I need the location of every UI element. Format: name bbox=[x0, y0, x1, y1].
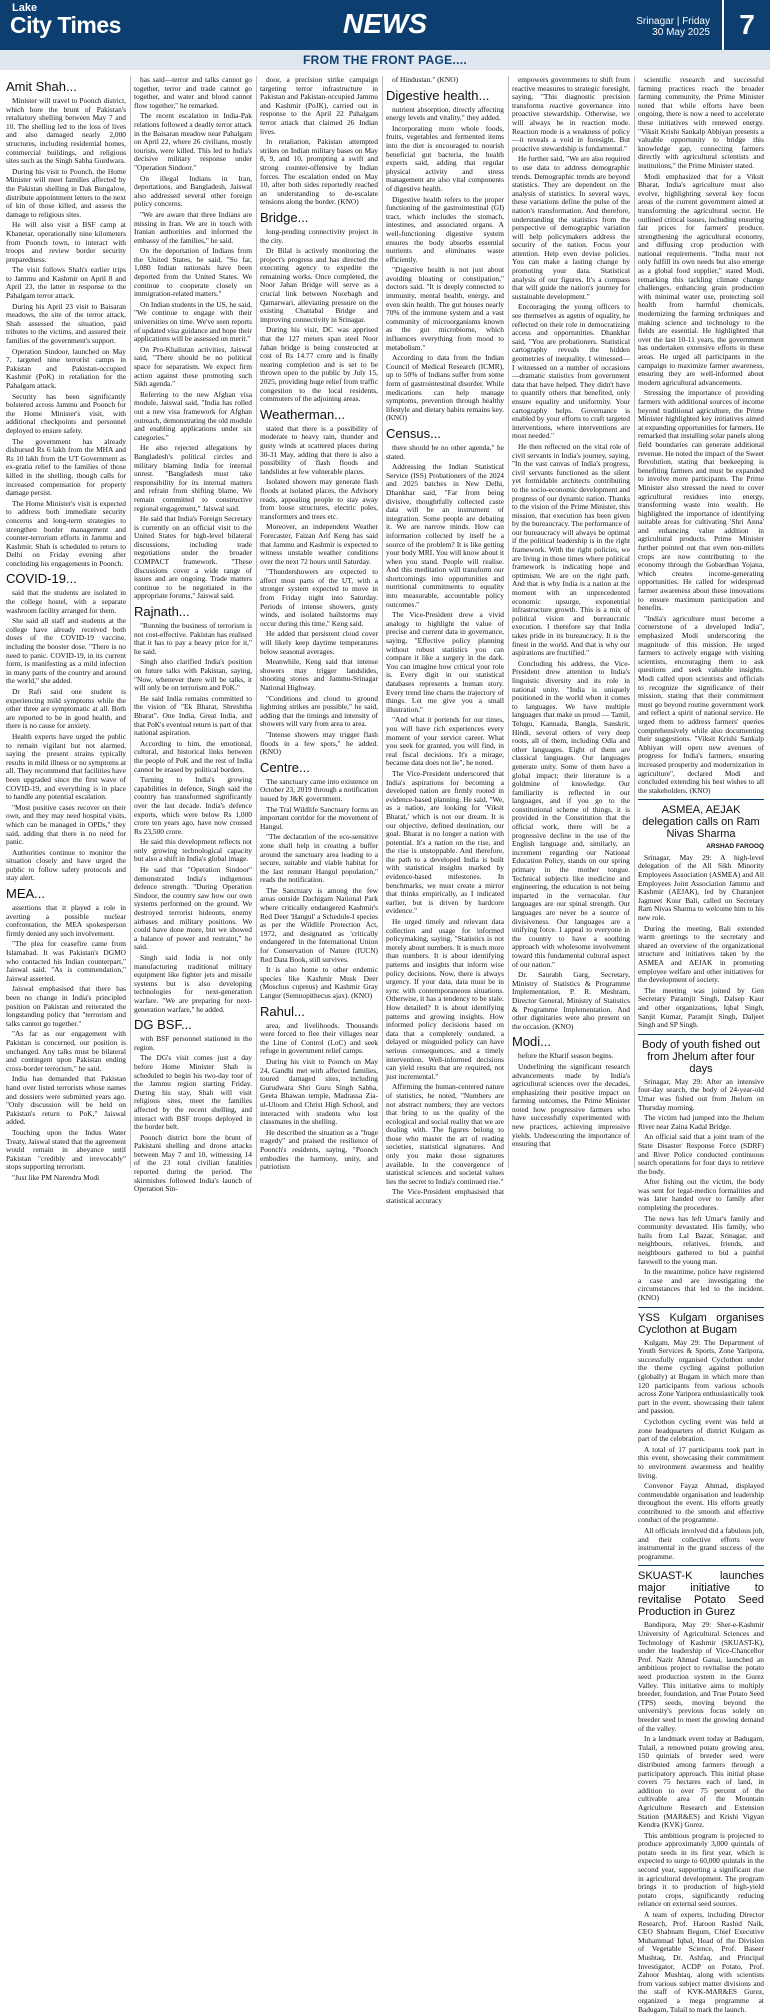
paragraph: During his visit to Poonch on May 24, Gandhi met with affected families, toured damaged sites, including Gurudwara Shri Guru Singh Sabha, Geeta Bhawan temple, Madrassa Zia-ul-Uloom and Christ High School, and interacted with students who lost classmates in the shelling. bbox=[260, 1056, 378, 1127]
paragraph: "As far as our engagement with Pakistan is concerned, our position is unchanged. Any talks must be bilateral and contingent upon Pakistan ending cross-border terrorism," he said. bbox=[6, 1029, 126, 1073]
paragraph: Cyclothon cycling event was held at zone headquarters of district Kulgam as part of the celebration. bbox=[638, 1416, 764, 1444]
paragraph: He urged timely and relevant data collection and usage for informed policymaking, saying, "Statistics is not merely about numbers. It is much more than numbers. It is about identifying patterns and insights that inform wise policy decisions. Now, there is always urgency. If your data, data must be in sync with contemporaneous situations. Otherwise, it has a tendency to be stale. How detailed? It is about identifying patterns and growing insights. How informed policy decisions based on data that a completely outdated, a delayed or misguided policy can have serious consequences, and a timely intervention. Well-informed decisions can yield results that are required, not just incremental." bbox=[386, 917, 504, 1081]
paragraph: has said—terror and talks cannot go together, terror and trade cannot go together, and water and blood cannot flow together," he remarked. bbox=[134, 75, 252, 110]
paragraph: before the Kharif season begins. bbox=[518, 1051, 614, 1061]
paragraph: He said India remains committed to the vision of "Ek Bharat, Shreshtha Bharat". One India, Great India, and that PoK's eventual return is part of that national aspiration. bbox=[134, 693, 252, 738]
story-divider bbox=[638, 1307, 764, 1308]
paragraph: He said that "Operation Sindoor" demonstrated India's indigenous defence strength. "During Operation Sindoor, the country saw how our own systems performed on the ground. We destroyed terrorist hideouts, enemy airbases and military positions. We could have done more, but we showed a balance of power and restraint," he said. bbox=[134, 865, 252, 952]
byline: ARSHAD FAROOQ bbox=[706, 843, 764, 851]
story-divider bbox=[638, 1565, 764, 1566]
paragraph: During his visit, DC was apprised that the 127 meters span steel Noor Jahan bridge is being constructed at cost of Rs 14.77 crore and is finally nearing completion and is set to be thrown open to the public by July 15, 2025, providing huge relief from traffic congestion to the local residents, commuters of the adjoining areas. bbox=[260, 325, 378, 404]
paragraph: The visit follows Shah's earlier trips to Jammu and Kashmir on April 8 and April 23, the latter in response to the Pahalgam terror attack. bbox=[6, 265, 126, 301]
paragraph: He said this development reflects not only growing technological capacity but also a shift in India's global image. bbox=[134, 837, 252, 864]
paragraph: Dr Bilal is actively monitoring the project's progress and has directed the executing agency to expedite the remaining works. Once completed, the Noor Jahan Bridge will serve as a crucial link between Noorbagh and Qamarwari, alleviating pressure on the existing Chattabal Bridge and improving connectivity in Srinagar. bbox=[260, 246, 378, 324]
paragraph: A team of experts, including Director Research, Prof. Haroon Rashid Naik, CEO Shabnam Begum, Chief Executive Muhammad Iqbal, Head of the Division of Vegetable Science, Prof. Baseer Mushtaq, Dr. Ashfaq, and Principal Investigator, ACDP on Potato, Prof. Zahoor Mushtaq, along with scientists from various subject matter divisions and the staff of KVK-MAR&ES Gurez, organized a mega programme at Badugam, Tulail to mark the launch. bbox=[638, 1910, 764, 2014]
paragraph: "The declaration of the eco-sensitive zone shall help in creating a buffer around the sanctuary area leading to a secure, suitable and viable habitat for the last remnant Hangul population," reads the notification. bbox=[260, 832, 378, 885]
column-3 bbox=[260, 75, 378, 1172]
paragraph: Dr. Saurabh Garg, Secretary, Ministry of Statistics & Programme Implementation, P. R. Meshram, Director General, Ministry of Statistics & Programme Implementation. And other dignitaries were also present on the occasion. (KNO) bbox=[512, 970, 630, 1031]
paragraph: The government has already disbursed Rs 6 lakh from the MHA and Rs 10 lakh from the UT Government as ex-gratia relief to the families of those killed in the shelling, though calls for increased compensation for property damage persist. bbox=[6, 436, 126, 498]
paragraph: Dr Rafi said one student is experiencing mild symptoms while the other three are symptomatic at all. Both are reported to be in good health, and there is no cause for anxiety. bbox=[6, 687, 126, 731]
story-divider bbox=[638, 799, 764, 800]
column-6 bbox=[638, 75, 765, 2014]
paragraph: Turning to India's growing capabilities in defence, Singh said the country has transformed significantly over the last decade. India's defence exports, which were below Rs 1,000 crore ten years ago, have now crossed Rs 23,500 crore. bbox=[134, 775, 252, 836]
section-strap: FROM THE FRONT PAGE.... bbox=[0, 50, 770, 70]
paragraph: She said all staff and students at the college have already received both doses of the COVID-19 vaccine, including the booster dose. "There is no need to panic. COVID-19, in its current form, is manifesting as a mild infection in many parts of the country and around the world," she added. bbox=[6, 616, 126, 686]
masthead bbox=[0, 0, 770, 50]
paragraph: long-pending connectivity project in the city. bbox=[260, 226, 378, 245]
story-divider bbox=[638, 1034, 764, 1035]
article-heading: Census... bbox=[386, 425, 441, 441]
paragraph: On the deportation of Indians from the United States, he said, "So far, 1,080 Indian nationals have been deported from the United States. We continue to cooperate closely on immigration-related matters." bbox=[134, 246, 252, 299]
paragraph: The victim had jumped into the Jhelum River near Zaina Kadal Bridge. bbox=[638, 1113, 764, 1131]
paragraph: Singh also clarified India's position on future talks with Pakistan, saying, "Now, whenever there will be talks, it will only be on terrorism and PoK." bbox=[134, 657, 252, 693]
paragraph: According to data from the Indian Council of Medical Research (ICMR), up to 50% of Indians suffer from some form of gastrointestinal disorder. While medications can help manage symptoms, prevention through healthy lifestyle and dietary habits remains key. (KNO) bbox=[386, 353, 504, 423]
paragraph: According to him, the emotional, cultural, and historical links between the people of PoK and the rest of India cannot be erased by political borders. bbox=[134, 738, 252, 774]
paragraph: After fishing out the victim, the body was sent for legal-medico formalities and was later handed over to family after completing the procedures. bbox=[638, 1177, 764, 1213]
paragraph: Authorities continue to monitor the situation closely and have urged the public to follow safety protocols and stay alert. bbox=[6, 847, 126, 883]
paragraph: The Vice-President emphasised that statistical accuracy bbox=[386, 1187, 504, 1206]
paragraph: Addressing the Indian Statistical Service (ISS) Probationers of the 2024 and 2025 batches in New Delhi, Dhankhar said, "Far from being divisive, thoughtfully collected caste data will be an instrument of integration. Some people are debating it. We are narrow minds. How can information collected by itself be a source of the problem? It is like getting your body MRI. You will know about it when you stand. People will realise. And this meditation will transform our shortcomings into opportunities and nutritional commitments to equality into measurable, accountable policy outcomes." bbox=[386, 462, 504, 609]
paragraph: During the meeting, Bali extended warm greetings to the secretary and shared an overview of the organizational structure and initiatives taken by the ASMEA and AEJAK in promoting employee welfare and other initiatives for the development of society. bbox=[638, 923, 764, 985]
column-divider bbox=[256, 76, 257, 1168]
paragraph: Operation Sindoor, launched on May 7, targeted nine terrorist camps in Pakistan and Pakistan-occupied Kashmir (PoK) in retaliation for the Pahalgam attack. bbox=[6, 346, 126, 390]
paragraph: door, a precision strike campaign targeting terror infrastructure in Pakistan and Pakistan-occupied Jammu and Kashmir (PoJK), carried out in response to the April 22 Pahalgam terror attack that claimed 26 Indian lives. bbox=[260, 75, 378, 136]
column-divider bbox=[382, 76, 383, 1168]
column-1 bbox=[6, 76, 126, 1182]
column-5 bbox=[512, 76, 630, 1168]
paragraph: He further said, "We are also required to use data to address demographic trends. Demographic trends are beyond statistics. They are dependent on the analysis of statistics. In several ways, these variations define the pulse of the nation's transformation. And therefore, understanding the statistics from the perspective of demographic variation will help policymakers address the security of the nation. Focus your attention. Help even devise policies. You can make a lasting change by promoting your data. Statistical analysis of our figures. It's a compass that will guide the nation's journey for sustainable development." bbox=[512, 154, 630, 301]
paragraph: India has demanded that Pakistan hand over listed terrorists whose names and dossiers were submitted years ago. "Only discussion will be held on Pakistan's return to PoK," Jaiswal added. bbox=[6, 1074, 126, 1127]
column-divider bbox=[634, 76, 635, 1168]
paragraph: He then reflected on the vital role of civil servants in India's journey, saying, "In the vast canvas of India's progress, civil servants functioned as the silent yet formidable architects contributing to the socio-economic development and progress of our dynamic nation. Thanks to the vision of the Prime Minister, this mission, that execution has been given by the bureaucracy. The performance of our bureaucracy will always be optimal if the political leadership is in the right framework. With the right policies, we are living in those times where political framework is indicating hope and optimism. We are on the right path. And that is why India is a nation at the moment with an unprecedented economic upsurge, exponential infrastructure growth. This is a mix of political vision and bureaucratic execution. I therefore say that India takes pride in its bureaucracy. It is the finest in the world. And that is why our aspirations are fructified." bbox=[512, 441, 630, 658]
paragraph: Health experts have urged the public to remain vigilant but not alarmed, saying the present strains typically results in mild illness or no symptoms at all. They recommend that facilities have been upgraded since the first wave of COVID-19, and everything is in place to handle any potential escalation. bbox=[6, 731, 126, 802]
paragraph: The Tral Wildlife Sanctuary forms an important corridor for the movement of Hangul. bbox=[260, 804, 378, 831]
paragraph: Touching upon the Indus Water Treaty, Jaiswal stated that the agreement would remain in abeyance until Pakistan "credibly and irrevocably" stops supporting terrorism. bbox=[6, 1127, 126, 1172]
paragraph: The Home Minister's visit is expected to address both immediate security concerns and long-term strategies to strengthen border management and counter-terrorism efforts in Jammu and Kashmir. Shah is scheduled to return to Delhi on Friday evening after concluding his engagements in Poonch. bbox=[6, 498, 126, 568]
paragraph: "The plea for ceasefire came from Islamabad. It was Pakistan's DGMO who contacted his Indian counterpart," Jaiswal said. "As is commendation," Jaiswal asserted. bbox=[6, 939, 126, 983]
paragraph: Concluding his address, the Vice-President drew attention to India's linguistic diversity and its role in national unity. "India is uniquely positioned in the world when it comes to languages. We have multiple languages that make us proud — Tamil, Telugu, Kannada, Bangla, Sanskrit, Hindi, several others of very deep roots, all of them, including Odia and other languages. Eight of them are classical languages. Our languages generate unity. Some of them have a global impact; their literature is a goldmine of knowledge. Our familiarity is reflected in our languages, and if you go to the constitutional scheme of things, it is provided in the Constitution that the official work, there will be a progressive decline in the use of the English language and, similarly, an increment regarding our National Education Policy, stands on our spring primary in the mother tongue. Technical subjects like medicine and engineering, the education is not being imparted in the vernacular. Our languages are our spinal strength. Our languages are never be a source of divisiveness. Our languages are a unifying force. I appeal to everyone in the country to have a soothing approach with wholesome involvement toward this fundamental cultural aspect of our nation." bbox=[512, 658, 630, 969]
paragraph: All officials involved did a fabulous job, and their collective efforts were instrumental in the grand success of the programme. bbox=[638, 1526, 764, 1561]
paragraph: area, and livelihoods. Thousands were forced to flee their villages near the Line of Control (LoC) and seek refuge in government relief camps. bbox=[260, 1020, 378, 1056]
paragraph: It is also home to other endemic species like Kashmir Musk Deer (Moschus cupreus) and Kashmir Gray Langur (Semnopithecus ajax). (KNO) bbox=[260, 965, 378, 1000]
paragraph: Digestive health refers to the proper functioning of the gastrointestinal (GI) tract, which includes the stomach, intestines, and associated organs. A well-functioning digestive system ensures the body absorbs essential nutrients and eliminates waste efficiently. bbox=[386, 194, 504, 264]
paragraph: In retaliation, Pakistan attempted strikes on Indian military bases on May 8, 9, and 10, prompting a swift and strong counter-offensive by Indian forces. The escalation ended on May 10, after both sides reportedly reached an understanding to de-escalate tensions along the border. (KNO) bbox=[260, 137, 378, 207]
column-divider bbox=[130, 76, 131, 1168]
paragraph: In a landmark event today at Badugam, Tulail, a renowned potato growing area, 150 quintals of breeder seed were distributed among farmers through a participatory approach. This initial phase covers 75 hectares each of land, in addition to over 75 percent of the cultivable area of the Mountain Agriculture Research and Extension Station (MAR&ES) and Krishi Vigyan Kendra (KVK) Gurez. bbox=[638, 1734, 764, 1830]
paragraph: Minister will travel to Poonch district, which bore the brunt of Pakistan's retaliatory shelling between May 7 and 10. The shelling led to the loss of lives and also damaged nearly 2,000 structures, including residential homes, commercial buildings, and religious sites such as the Singh Sabha Gurdwara. bbox=[6, 96, 126, 166]
paragraph: The DG's visit comes just a day before Home Minister Shah is scheduled to begin his two-day tour of the Jammu region starting Friday. During his stay, Shah will visit religious sites, meet the families affected by the recent shelling, and interact with BSF troops deployed in the border belt. bbox=[134, 1053, 252, 1132]
column-4 bbox=[386, 75, 504, 1206]
paragraph: An official said that a joint team of the State Disaster Response Force (SDRF) and River Police conducted continuous search operations for four days to retrieve the body. bbox=[638, 1132, 764, 1176]
paragraph: He described the situation as a "huge tragedy" and praised the resilience of Poonch's residents, saying, "Poonch embodies the harmony, unity, and patriotism bbox=[260, 1127, 378, 1172]
paragraph: On Indian students in the US, he said, "We continue to engage with their universities on time. We've seen reports of updated visa guidance and hope their applications will be assessed on merit." bbox=[134, 299, 252, 344]
paragraph: The Sanctuary is among the few areas outside Dachigam National Park where critically endangered Kashmir's Red Deer 'Hangul' a Schedule-I species as per the Wildlife Protection Act, 1972, and designated as 'critically endangered' in the International Union for Conservation of Nature (IUCN) Red Data Book, still survives. bbox=[260, 885, 378, 964]
paragraph: "Thundershowers are expected to affect most parts of the UT, with a stronger system expected to move in from Friday night into Saturday. Periods of intense showers, gusty winds, and isolated hailstorms may occur during this time," Keng said. bbox=[260, 567, 378, 628]
paragraph: Isolated showers may generate flash floods at isolated places, the Advisory reads, appealing people to stay away from loose structures, electric poles, transformers and trees etc. bbox=[260, 477, 378, 521]
logo-line-1: Lake bbox=[12, 2, 38, 14]
paragraph: Affirming the human-centered nature of statistics, he noted, "Numbers are not abstract numbers; they are vectors that bring to us the quality of the ecological and social reality that we are dealing with. The figures belong to those who master the art of reading societies, statistical signatures. And only you make those signatures available. In the convergence of statistical sciences and societal values lies the secret to India's continued rise." bbox=[386, 1082, 504, 1186]
paragraph: Encouraging the young officers to see themselves as agents of equality, he reflected on their role in democratizing access and opportunities. Dhankhar said, "You are probationers. Statistical cartography reveals the hidden geometries of inequality. I witnessed—I witnessed on a number of occasions—dramatic statistics from government data that have helped. They didn't have to quantify others that benefited, only ensure equality and uniformity. Your cartography helps. Governance is enabled by your efforts to craft targeted interventions, where interventions are most needed." bbox=[512, 302, 630, 441]
paragraph: Underlining the significant research advancements made by India's agricultural sciences over the decades, emphasizing their positive impact on farming outcomes, the Prime Minister noted how progressive farmers who have successfully experimented with new practices, achieving impressive yields. Underscoring the importance of ensuring that bbox=[512, 1061, 630, 1149]
paragraph: "Intense showers may trigger flash floods in a few spots," he added. (KNO) bbox=[260, 729, 378, 757]
paragraph: Singh said India is not only manufacturing traditional military equipment like fighter jets and missile systems but is also developing technologies for next-generation warfare. "We are preparing for next-generation warfare," he added. bbox=[134, 953, 252, 1014]
dateline bbox=[636, 16, 710, 38]
paragraph: Convenor Fayaz Ahmad, displayed commendable organisation and leadership throughout the event. His efforts greatly contributed to the smooth and effective conduct of the programme. bbox=[638, 1481, 764, 1525]
column-2 bbox=[134, 75, 252, 1194]
column-divider bbox=[508, 76, 509, 1168]
paragraph: Kulgam, May 29: The Department of Youth Services & Sports, Zone Yaripora, successfully organised Cyclothon under the theme cycling against pollution (globally) at Bugam in which more than 120 participants from various schools across Zone Yaripora enthusiastically took part in the event, showcasing their talent and passion. bbox=[638, 1337, 764, 1416]
article-heading: Rajnath... bbox=[134, 604, 190, 620]
article-heading: YSS Kulgam organises Cyclothon at Bugam bbox=[638, 1311, 764, 1336]
paragraph: The Vice-President underscored that India's aspirations for becoming a developed nation are firmly rooted in evidence-based planning. He said, "We, as a nation, are looking for 'Viksit Bharat,' which is not our dream. It is our objective, defined destination, our goal. Bharat is no longer a nation with potential. It's a nation on the rise, and the rise is unstoppable. And therefore, the path to a developed India is built with statistical insights marked by evidence-based milestones. In benchmarks, we must create a mirror that thinks empirically, as I indicated earlier, but is driven by hardcore evidence." bbox=[386, 768, 504, 916]
paragraph: Meanwhile, Keng said that intense showers may trigger landslides, shooting stones and Jammu-Srinagar National Highway. bbox=[260, 657, 378, 692]
paragraph: During his visit to Poonch, the Home Minister will meet families affected by the Pakistan shelling in Dak Bungalow, distribute appointment letters to the next of kin of those killed, and assess the damage to religious sites. bbox=[6, 166, 126, 219]
paragraph: He will also visit a BSF camp at Khanetar, operationally nine kilometers from Poonch town, to interact with troops and review border security preparedness. bbox=[6, 220, 126, 264]
issue-date: 30 May 2025 bbox=[652, 27, 710, 38]
paragraph: During his April 23 visit to Baisaran meadows, the site of the terror attack, Shah assessed the situation, paid tributes to the victims, and assured their families of the government's support. bbox=[6, 301, 126, 346]
paragraph: The Vice-President drew a vivid analogy to highlight the value of precise and current data in governance, saying, "Effective policy planning without robust statistics you can compare it like a surgery in the dark. You can imagine how critical your role is. Every digit in our statistical databases represents a human story. Every trend line charts the trajectory of things. Let me give you a small illustration." bbox=[386, 610, 504, 714]
article-heading: COVID-19... bbox=[6, 571, 77, 587]
paragraph: "Conditions and cloud to ground lightning strikes are possible," he said, adding that the timings and intensity of showers will vary from area to area. bbox=[260, 693, 378, 729]
paragraph: nutrient absorption, directly affecting energy levels and vitality," they added. bbox=[386, 104, 504, 123]
paragraph: stated that there is a possibility of moderate to heavy rain, thunder and gusty winds at scattered places during 30-31 May, adding that there is also a possibility of flash floods and landslides at few vulnerable places. bbox=[260, 423, 378, 476]
article-heading: Rahul... bbox=[260, 1003, 305, 1019]
article-heading: Weatherman... bbox=[260, 406, 346, 422]
paragraph: Security has been significantly bolstered across Jammu and Poonch for the Home Minister's visit, with additional checkpoints and personnel deployed to ensure safety. bbox=[6, 391, 126, 435]
paragraph: The sanctuary came into existence on October 23, 2019 through a notification issued by J&K government. bbox=[260, 776, 378, 803]
paragraph: Moreover, an independent Weather Forecaster, Faizan Arif Keng has said that Jammu and Kashmir is expected to witness unstable weather conditions over the next 72 hours until Saturday. bbox=[260, 522, 378, 566]
paragraph: On Pro-Khalistan activities, Jaiswal said, "There should be no political space for separatism. We expect firm action against these promoting such Sikh agenda." bbox=[134, 344, 252, 389]
article-heading: Digestive health... bbox=[386, 87, 490, 103]
paragraph: A total of 17 participants took part in this event, showcasing their commitment to environment awareness and healthy living. bbox=[638, 1444, 764, 1480]
paragraph: "We are aware that three Indians are missing in Iran. We are in touch with Iranian authorities and informed the embassy of the families," he said. bbox=[134, 209, 252, 245]
paragraph: Stressing the importance of providing farmers with additional sources of income beyond traditional agriculture, the Prime Minister highlighted key initiatives aimed at expanding opportunities for farmers. He remarked that installing solar panels along field boundaries can generate additional revenue. He noted the impact of the Sweet Revolution, stating that beekeeping is benefiting farmers and must be expanded to involve more participants. The Prime Minister also stressed the need to cover agricultural residues into energy, transforming waste into wealth. He highlighted the importance of identifying suitable areas for cultivating 'Shri Anna' and enhancing value addition in agricultural products. Prime Minister further pointed out that even non-millets crops are now contributing to the economy through the Gobardhan Yojana, which creates income-generating opportunities. He called for widespread farmer awareness about these innovations to ensure maximum participation and benefits. bbox=[638, 388, 765, 613]
paragraph: "And what it portends for our times, you will have rich experiences every moment of your service career. What you seek for granted, you will find, in real fiscal decisions. It's a mirage, because data does not lie", he noted. bbox=[386, 715, 504, 768]
paragraph: This ambitious program is projected to produce approximately 3,000 quintals of potato seeds in its first year, which is expected to surge to 60,000 quintals in the second year, supporting a significant rise in agricultural development. The program brings it to production of high-yield potato crops, significantly reducing reliance on external seed sources. bbox=[638, 1830, 764, 1909]
paragraph: "Most positive cases recover on their own, and they may need hospital visits, which can be managed in OPDs," they said, adding that there is no need for panic. bbox=[6, 802, 126, 847]
paragraph: there should be no other agenda," he stated. bbox=[386, 442, 504, 461]
paragraph: with BSF personnel stationed in the region. bbox=[134, 1034, 252, 1052]
paragraph: Srinagar, May 29: A high-level delegation of the All Sikh Minority Employees Association (ASMEA) and All Employees Joint Association Jammu and Kashmir (AEJAK), led by Charanjeet Jagmeet Kour Bali, called on Secretary Ram Nivas Sharma to welcome him to his new role. bbox=[638, 852, 764, 923]
paragraph: He also rejected allegations by Bangladesh's political circles and military blaming India for internal unrest. "Bangladesh must take responsibility for its internal matters and refrain from shifting blame. We remain committed to constructive regional engagement," Jaiswal said. bbox=[134, 443, 252, 513]
paragraph: In the meantime, police have registered a case and are investigating the circumstances that led to the incident. (KNO) bbox=[638, 1267, 764, 1302]
paragraph: On illegal Indians in Iran, deportations, and Bangladesh, Jaiswal also addressed several other foreign policy concerns. bbox=[134, 173, 252, 209]
paragraph: said that the students are isolated in the college hostel, with a separate washroom facility arranged for them. bbox=[6, 588, 126, 615]
paragraph: "India's agriculture must become a cornerstone of a developed India", emphasized Modi underscoring the magnitude of this mission. He urged farmers to actively engage with visiting scientists, encouraging them to ask questions and seek valuable insights. Modi called upon scientists and officials to recognize the significance of their mission, stating that their commitment must go beyond routine government work and reflect a spirit of national service. He urged them to address farmers' queries comprehensively while also documenting their suggestions. "Viksit Krishi Sankalp Abhiyan will open new avenues of progress for India's farmers, ensuring increased prosperity and modernization in agriculture", declared Modi and concluded extending his best wishes to all the stakeholders. (KNO) bbox=[638, 613, 764, 795]
article-grid bbox=[6, 75, 765, 2014]
paragraph: He added that persistent cloud cover will likely keep daytime temperatures below seasonal averages. bbox=[260, 629, 378, 656]
paragraph: Incorporating more whole foods, fruits, vegetables and fermented items into the diet is encouraged to nourish beneficial gut bacteria, the health experts said, adding that regular physical activity and stress management are also vital components of digestive health. bbox=[386, 123, 504, 193]
article-heading: Bridge... bbox=[260, 209, 309, 225]
logo-line-2: City Times bbox=[10, 12, 121, 38]
paragraph: The recent escalation in India-Pak relations followed a deadly terror attack in the Baisaran meadow near Pahalgam on April 22, where 26 civilians, mostly tourists, were killed. This led to India's decisive military response under "Operation Sindoor." bbox=[134, 111, 252, 172]
paragraph: empowers governments to shift from reactive measures to strategic foresight, saying, "This diagnostic precision transforms reactive governance into proactive stewardship. Otherwise, we will always be in reaction mode. Reaction mode is a weakness of policy—it reveals a void in foresight. But proactive stewardship is fundamental." bbox=[512, 75, 630, 153]
paragraph: The news has left Umar's family and community devastated. His family, who hails from Lal Bazar, Srinagar, and neighbours, relatives, friends, and neighbours gathered to bid a painful farewell to the young man. bbox=[638, 1213, 764, 1266]
article-heading: MEA... bbox=[6, 886, 46, 902]
paragraph: Srinagar, May 29: After an intensive four-day search, the body of 24-year-old Umar was fished out from Jhelum on Thursday morning. bbox=[638, 1076, 764, 1112]
paragraph: of Hindustan." (KNO) bbox=[392, 75, 459, 84]
article-heading: Centre... bbox=[260, 759, 310, 775]
paragraph: "Running the business of terrorism is not cost-effective. Pakistan has realised that it has to pay a heavy price for it," he said. bbox=[134, 621, 252, 656]
paragraph: The meeting was joined by Gen Secretary Paramjit Singh, Dalsep Kaur and other organizations, Iqbal Singh, Sanjit Kumar, Paramjit Singh, Daljeet Singh and SP Singh. bbox=[638, 985, 764, 1030]
paragraph: Bandipora, May 29: Sher-e-Kashmir University of Agricultural Sciences and Technology of Kashmir (SKUAST-K), under the leadership of Vice-Chancellor Prof. Nazir Ahmad Ganai, launched an ambitious project to revitalise the potato seed production system in the Gurez Valley. This initiative aims to multiply breeder, foundation, and True Potato Seed (TPS) seeds, moving beyond the university's previous focus solely on breeder seed to meet the growing demand of the valley. bbox=[638, 1620, 764, 1733]
paragraph: Poonch district bore the brunt of Pakistani shelling and drone attacks between May 7 and 10, witnessing 14 of the 23 total civilian fatalities reported during the period. The skirmishes followed India's launch of Operation Sin- bbox=[134, 1132, 252, 1194]
paragraph: Referring to the new Afghan visa module, Jaiswal said, "India has rolled out a new visa framework for Afghan outreach, demonstrating the old module and enabling applications under six categories." bbox=[134, 389, 252, 442]
paragraph: assertions that it played a role in averting a possible nuclear confrontation, the MEA spokesperson firmly denied any such involvement. bbox=[6, 903, 126, 938]
article-heading: SKUAST-K launches major initiative to revitalise Potato Seed Production in Gurez bbox=[638, 1570, 764, 1619]
paragraph: scientific research and successful farming practices reach the broader farming community, the Prime Minister noted that while efforts have been ongoing, there is now a need to accelerate these initiatives with renewed energy. "Viksit Krishi Sankalp Abhiyan presents a valuable opportunity to bridge this knowledge gap, connecting farmers directly with agricultural scientists and institutions," the Prime Minister stated. bbox=[638, 75, 764, 170]
article-heading: Modi... bbox=[512, 1034, 552, 1050]
section-title: NEWS bbox=[343, 8, 427, 39]
city-day: Srinagar | Friday bbox=[636, 16, 710, 27]
paragraph: He said that India's Foreign Secretary is currently on an official visit to the United States for high-level bilateral discussions, including trade negotiations under the broader COMPACT framework. "These discussions cover a wide range of issues and are ongoing. Trade matters continue to be negotiated in the appropriate forums," Jaiswal said. bbox=[134, 514, 252, 601]
paragraph: "Just like PM Narendra Modi bbox=[12, 1172, 100, 1182]
article-heading: ASMEA, AEJAK delegation calls on Ram Nivas Sharma bbox=[642, 804, 760, 841]
paragraph: Modi emphasized that for a Viksit Bharat, India's agriculture must also evolve, highlighting several key focus areas of the current government aimed at transforming the agricultural sector. He outlined critical issues, including ensuring fair prices for farmers' produce, strengthening the agricultural economy, and diffusing crop production with national requirements. "India must not only fulfill its own needs but also emerge as a global food supplier," stated Modi, remarking this tackling climate change challenges, enhancing grain production with minimal water use, protecting soil health from harmful chemicals, modernizing the farming techniques and making science and technology to the fields are essential. He highlighted that over the last 10-11 years, the government has undertaken extensive efforts in these areas. He urged all participants in the campaign to maximize farmer awareness, ensuring they are well-informed about modern agricultural advancements. bbox=[638, 171, 764, 387]
paragraph: "Digestive health is not just about avoiding bloating or constipation," doctors said. "It is deeply connected to immunity, mental health, energy, and even skin health. The gut houses nearly 70% of the immune system and a vast community of microorganisms known as the gut microbiome, which influences everything from mood to metabolism." bbox=[386, 265, 504, 352]
page-number: 7 bbox=[722, 0, 770, 50]
article-heading: DG BSF... bbox=[134, 1017, 192, 1033]
article-heading: Amit Shah... bbox=[6, 79, 77, 94]
article-heading: Body of youth fished out from Jhelum after four days bbox=[641, 1038, 761, 1075]
paragraph: Jaiswal emphasised that there has been no change in India's principled position on Pakistan and reiterated the longstanding policy that "terrorism and talks cannot go together." bbox=[6, 984, 126, 1028]
